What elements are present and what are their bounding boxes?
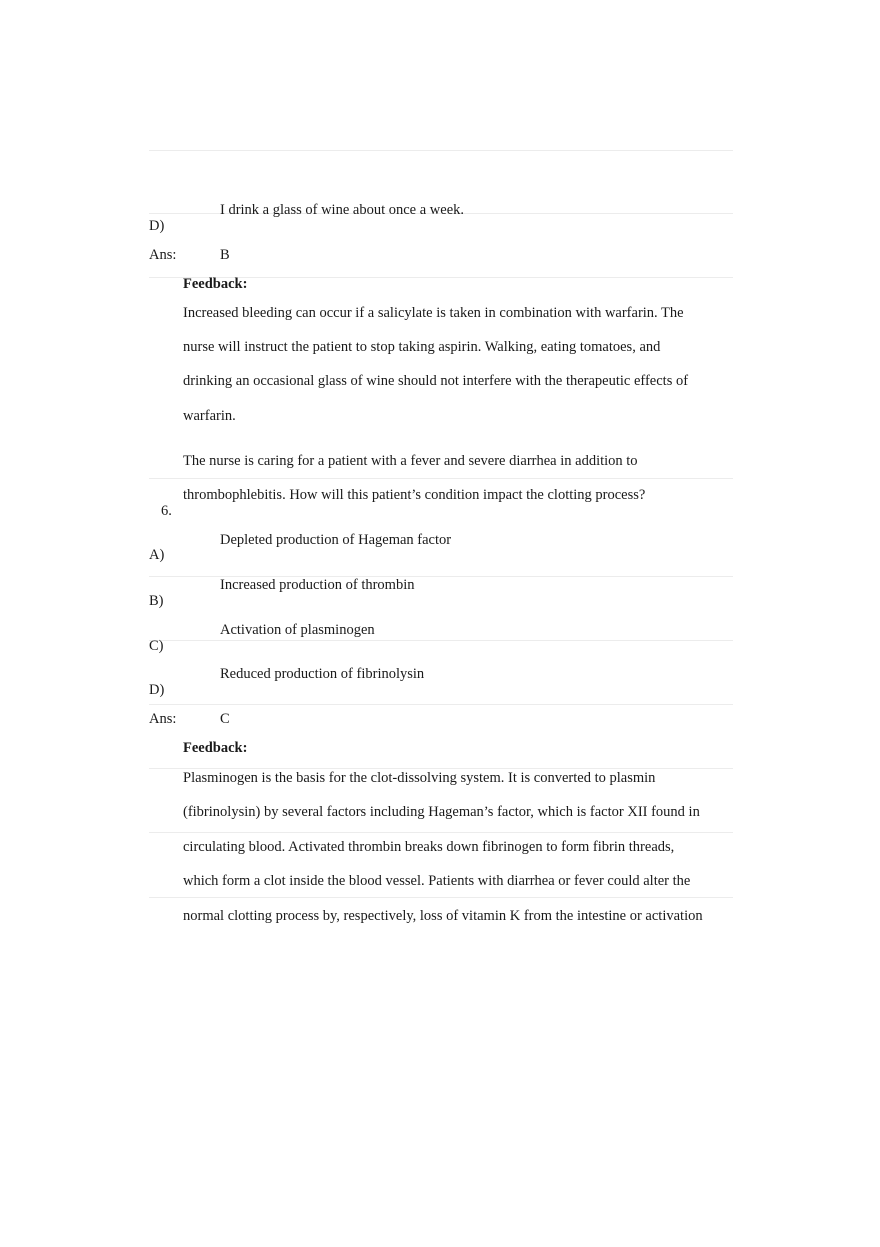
answer-label: Ans:: [149, 711, 177, 727]
table-rule: [149, 150, 733, 151]
answer-value: C: [220, 711, 230, 727]
answer-label: Ans:: [149, 247, 177, 263]
option-c-text: Activation of plasminogen: [220, 622, 375, 638]
feedback-line: which form a clot inside the blood vessel. Patients with diarrhea or fever could alter the: [183, 873, 691, 889]
table-rule: [149, 704, 733, 705]
feedback-line: Plasminogen is the basis for the clot-dissolving system. It is converted to plasmin: [183, 770, 656, 786]
feedback-line: circulating blood. Activated thrombin breaks down fibrinogen to form fibrin threads,: [183, 839, 675, 855]
question-number: 6.: [161, 503, 172, 519]
table-rule: [149, 478, 733, 479]
option-a-text: Depleted production of Hageman factor: [220, 532, 452, 548]
table-rule: [149, 640, 733, 641]
question-stem-line: thrombophlebitis. How will this patient’s condition impact the clotting process?: [183, 487, 646, 503]
feedback-line: drinking an occasional glass of wine should not interfere with the therapeutic effects of: [183, 373, 689, 389]
question-stem-line: The nurse is caring for a patient with a fever and severe diarrhea in addition to: [183, 453, 638, 469]
table-rule: [149, 832, 733, 833]
option-d-text: Reduced production of fibrinolysin: [220, 666, 425, 682]
option-b-label: B): [149, 593, 164, 609]
table-rule: [149, 897, 733, 898]
option-a-label: A): [149, 547, 165, 563]
answer-value: B: [220, 247, 230, 263]
option-b-text: Increased production of thrombin: [220, 577, 415, 593]
feedback-line: normal clotting process by, respectively, loss of vitamin K from the intestine or activation: [183, 908, 703, 924]
option-d-text: I drink a glass of wine about once a week.: [220, 202, 465, 218]
feedback-line: (fibrinolysin) by several factors including Hageman’s factor, which is factor XII found in: [183, 804, 700, 820]
feedback-line: Increased bleeding can occur if a salicylate is taken in combination with warfarin. The: [183, 305, 684, 321]
option-d-label: D): [149, 218, 165, 234]
option-c-label: C): [149, 638, 164, 654]
option-d-label: D): [149, 682, 165, 698]
feedback-line: nurse will instruct the patient to stop taking aspirin. Walking, eating tomatoes, and: [183, 339, 661, 355]
feedback-line: warfarin.: [183, 408, 236, 424]
feedback-heading: Feedback:: [183, 276, 248, 292]
feedback-heading: Feedback:: [183, 740, 248, 756]
